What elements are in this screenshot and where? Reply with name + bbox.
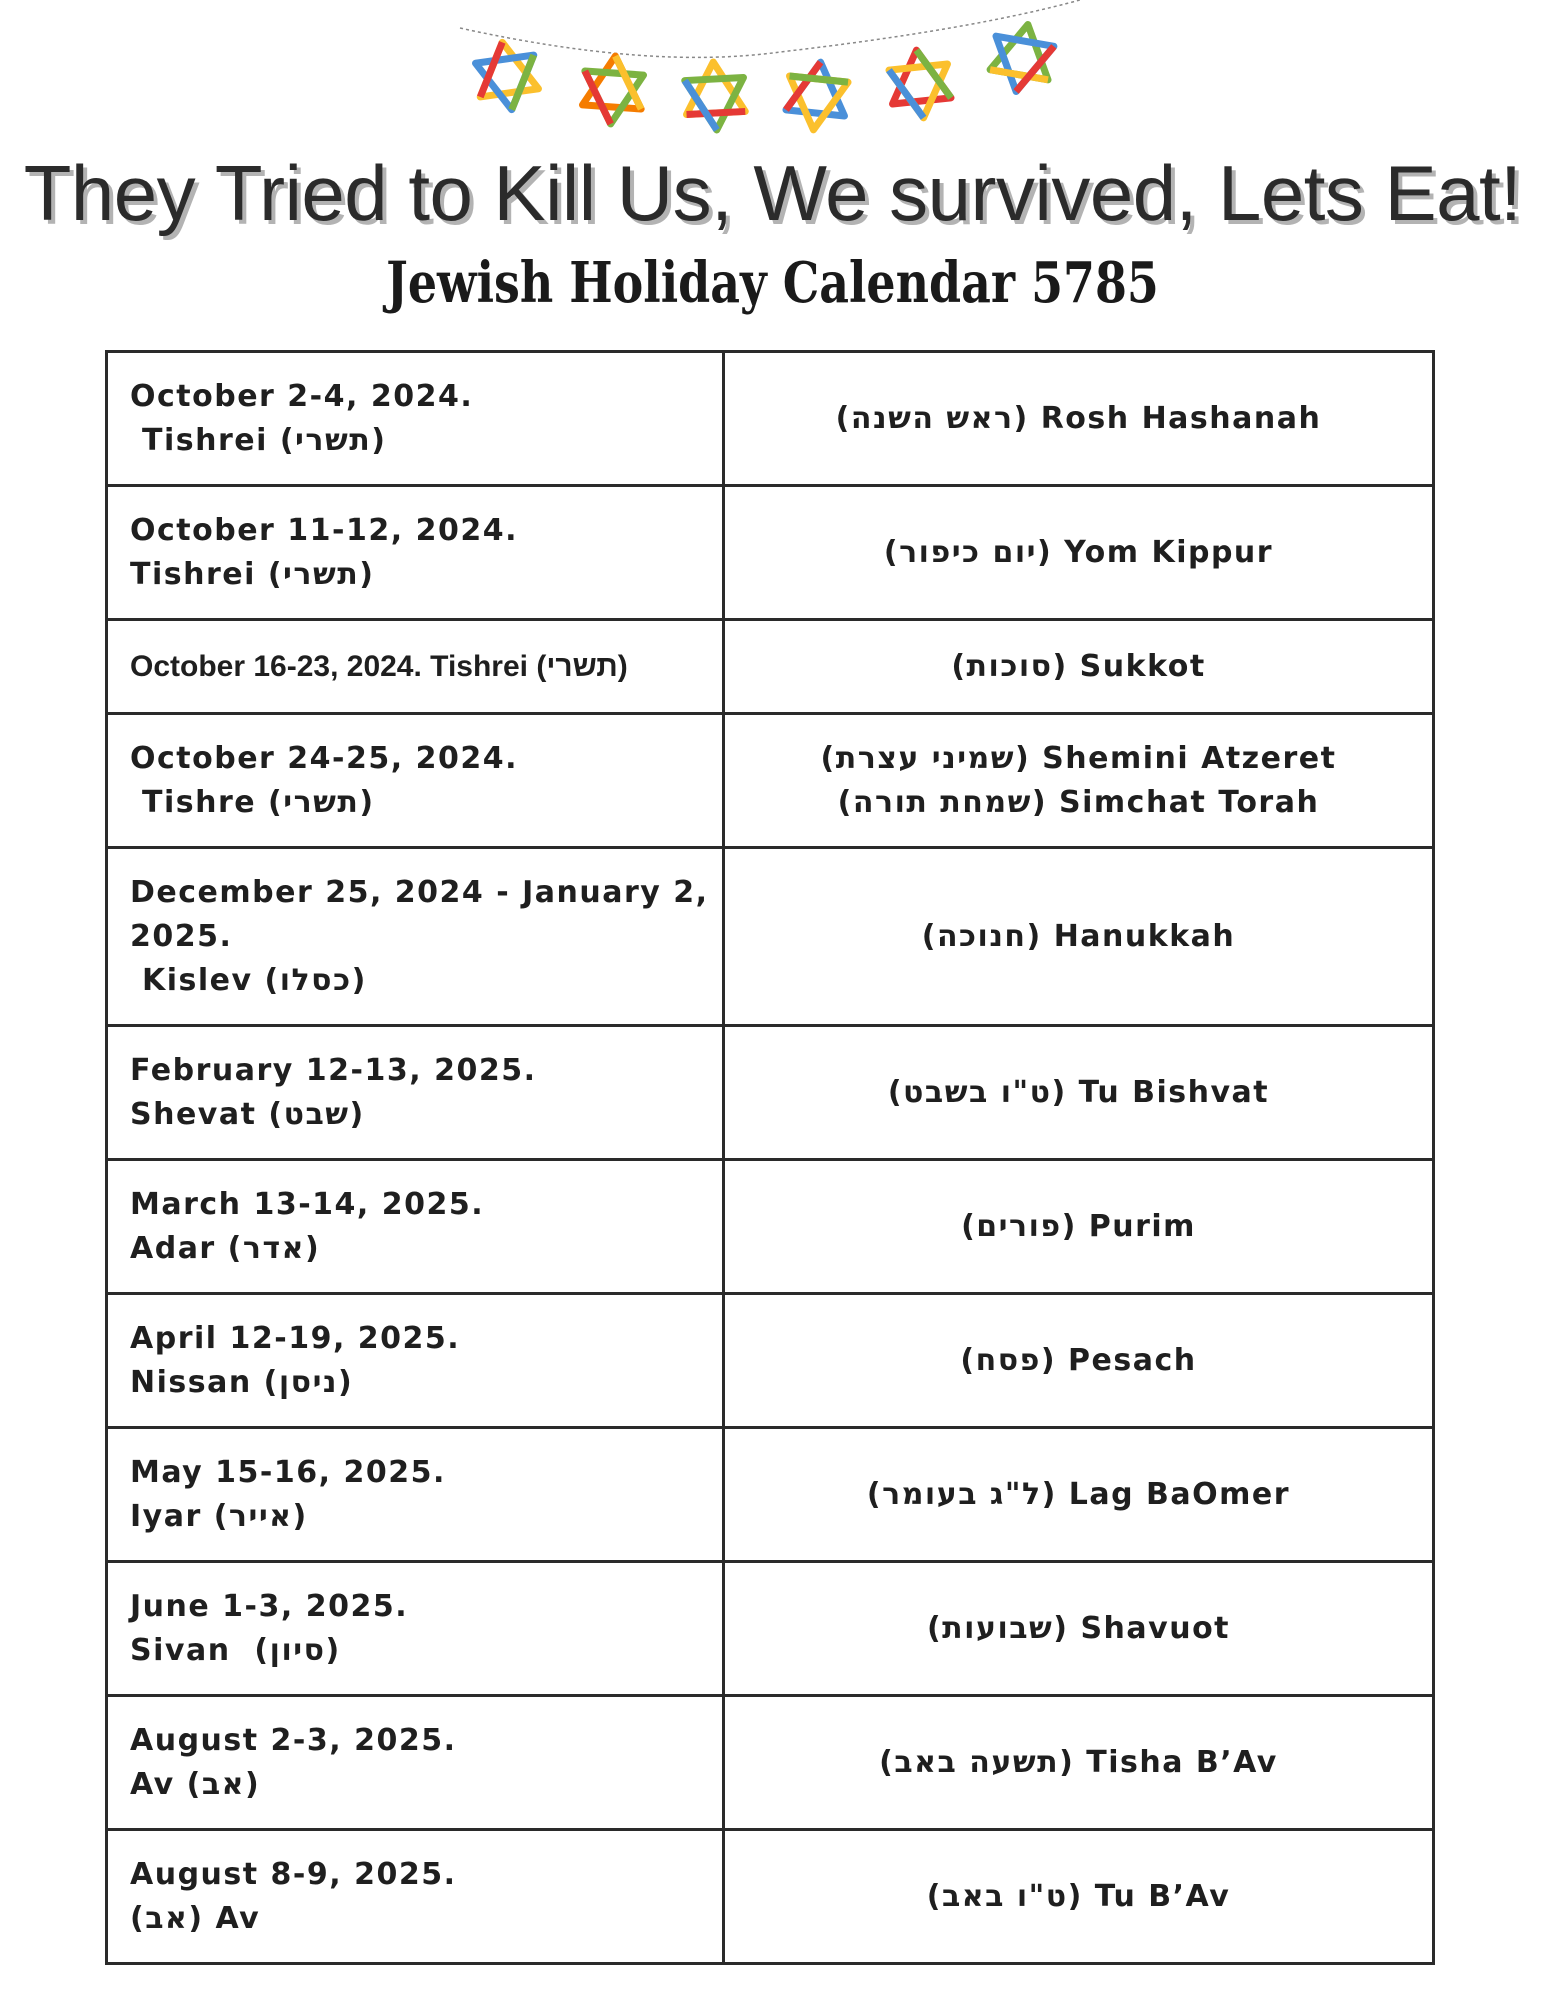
holiday-cell: (חנוכה) Hanukkah — [724, 848, 1434, 1026]
table-row — [107, 486, 1434, 620]
holiday-calendar-table — [105, 350, 1435, 1965]
holiday-cell: (ט"ו בשבט) Tu Bishvat — [724, 1026, 1434, 1160]
date-cell: June 1-3, 2025. Sivan (סיון) — [107, 1562, 724, 1696]
table-row — [107, 1696, 1434, 1830]
star-of-david-icon — [684, 61, 746, 132]
holiday-cell: (פסח) Pesach — [724, 1294, 1434, 1428]
table-row — [107, 620, 1434, 714]
holiday-cell: (ט"ו באב) Tu B’Av — [724, 1830, 1434, 1964]
star-garland-banner — [450, 0, 1110, 140]
star-of-david-icon — [784, 59, 850, 133]
holiday-cell: (סוכות) Sukkot — [724, 620, 1434, 714]
table-row — [107, 1294, 1434, 1428]
date-cell: December 25, 2024 - January 2, 2025. Kislev (כסלו) — [107, 848, 724, 1026]
date-cell: April 12-19, 2025. Nissan (ניסן) — [107, 1294, 724, 1428]
holiday-cell: (יום כיפור) Yom Kippur — [724, 486, 1434, 620]
holiday-cell: (ל"ג בעומר) Lag BaOmer — [724, 1428, 1434, 1562]
holiday-cell: (שמיני עצרת) Shemini Atzeret (שמחת תורה) Simchat Torah — [724, 714, 1434, 848]
table-row — [107, 1830, 1434, 1964]
holiday-cell: (פורים) Purim — [724, 1160, 1434, 1294]
holiday-cell: (תשעה באב) Tisha B’Av — [724, 1696, 1434, 1830]
date-cell: August 2-3, 2025. Av (אב) — [107, 1696, 724, 1830]
page-subtitle: Jewish Holiday Calendar 5785 — [386, 250, 1159, 316]
table-row — [107, 1428, 1434, 1562]
table-row — [107, 1160, 1434, 1294]
table-row — [107, 714, 1434, 848]
holiday-cell: (ראש השנה) Rosh Hashanah — [724, 352, 1434, 486]
date-cell: October 24-25, 2024. Tishre (תשרי) — [107, 714, 724, 848]
date-cell: October 16-23, 2024. Tishrei (תשרי) — [107, 620, 724, 714]
star-of-david-icon — [581, 54, 644, 126]
table-row — [107, 1562, 1434, 1696]
date-cell: May 15-16, 2025. Iyar (אייר) — [107, 1428, 724, 1562]
table-row — [107, 1026, 1434, 1160]
date-cell: February 12-13, 2025. Shevat (שבט) — [107, 1026, 724, 1160]
holiday-cell: (שבועות) Shavuot — [724, 1562, 1434, 1696]
table-row — [107, 352, 1434, 486]
star-of-david-icon — [473, 38, 541, 114]
date-cell: October 2-4, 2024. Tishrei (תשרי) — [107, 352, 724, 486]
date-cell: August 8-9, 2025. (אב) Av — [107, 1830, 724, 1964]
date-cell: October 11-12, 2024. Tishrei (תשרי) — [107, 486, 724, 620]
date-cell: March 13-14, 2025. Adar (אדר) — [107, 1160, 724, 1294]
table-row — [107, 848, 1434, 1026]
page-title: They Tried to Kill Us, We survived, Lets Eat! — [23, 149, 1522, 237]
star-of-david-icon — [887, 47, 953, 121]
star-of-david-icon — [987, 19, 1057, 96]
